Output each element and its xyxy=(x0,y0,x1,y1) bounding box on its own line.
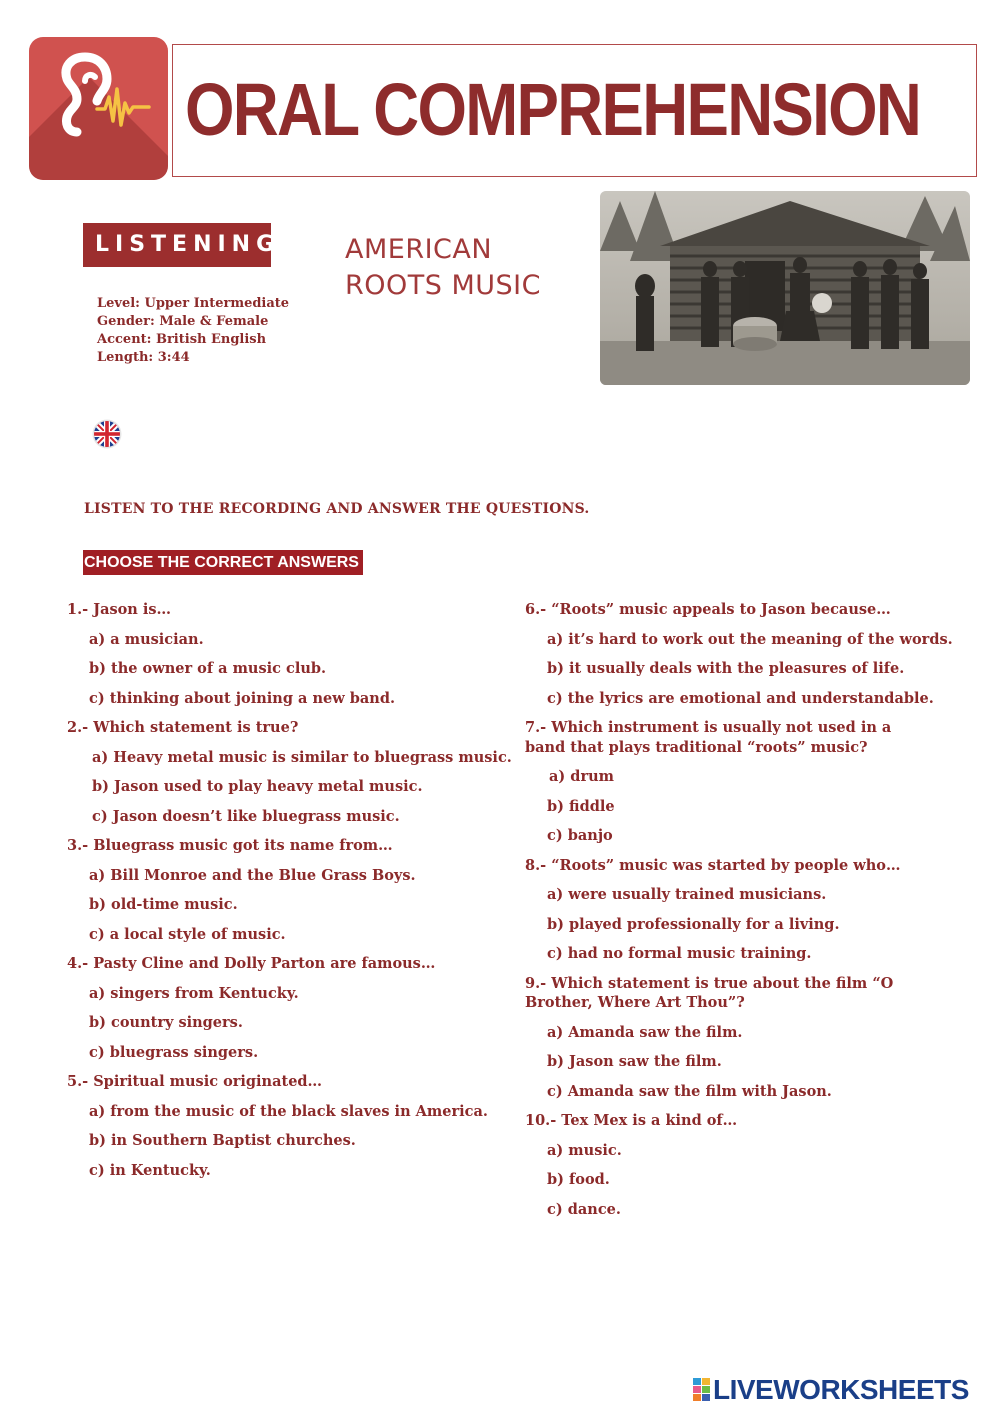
question-3 xyxy=(67,836,497,944)
question-4 xyxy=(67,954,497,1062)
instruction-text: LISTEN TO THE RECORDING AND ANSWER THE QUESTIONS. xyxy=(84,501,590,517)
question-text: 8.- “Roots” music was started by people who… xyxy=(525,856,901,874)
question-text: 1.- Jason is… xyxy=(67,601,172,618)
option-b[interactable]: b) food. xyxy=(547,1171,610,1188)
option-b[interactable]: b) in Southern Baptist churches. xyxy=(89,1132,356,1149)
option-c[interactable]: c) Amanda saw the film with Jason. xyxy=(547,1082,832,1100)
uk-flag-icon xyxy=(92,419,122,449)
option-a[interactable]: a) Heavy metal music is similar to bluegrass music. xyxy=(92,748,512,766)
question-text: 6.- “Roots” music appeals to Jason because… xyxy=(525,601,891,618)
option-a[interactable]: a) singers from Kentucky. xyxy=(89,984,299,1002)
option-b[interactable]: b) old-time music. xyxy=(89,896,238,913)
option-b[interactable]: b) Jason saw the film. xyxy=(547,1053,722,1070)
option-a[interactable]: a) Amanda saw the film. xyxy=(547,1023,743,1041)
option-a[interactable]: a) from the music of the black slaves in America. xyxy=(89,1102,488,1120)
option-b[interactable]: b) fiddle xyxy=(547,797,615,815)
option-a[interactable]: a) it’s hard to work out the meaning of the words. xyxy=(547,630,953,648)
question-text: 9.- Which statement is true about the film “O Brother, Where Art Thou”? xyxy=(525,974,894,1011)
question-7 xyxy=(525,718,945,846)
option-b[interactable]: b) country singers. xyxy=(89,1014,243,1031)
topic-line-2: ROOTS MUSIC xyxy=(345,270,541,301)
section-title: CHOOSE THE CORRECT ANSWERS xyxy=(83,550,363,575)
option-a[interactable]: a) a musician. xyxy=(89,630,204,648)
ear-soundwave-icon xyxy=(29,37,168,180)
meta-accent: Accent: British English xyxy=(97,332,267,347)
listening-badge: LISTENING xyxy=(83,223,271,267)
page-title: ORAL COMPREHENSION xyxy=(185,68,921,151)
option-b[interactable]: b) the owner of a music club. xyxy=(89,660,327,677)
option-c[interactable]: c) thinking about joining a new band. xyxy=(89,689,396,707)
meta-gender: Gender: Male & Female xyxy=(97,314,269,329)
meta-length: Length: 3:44 xyxy=(97,350,190,365)
option-c[interactable]: c) in Kentucky. xyxy=(89,1161,211,1179)
option-c[interactable]: c) dance. xyxy=(547,1200,621,1218)
questions-right-column xyxy=(525,600,953,1229)
question-10 xyxy=(525,1111,945,1219)
liveworksheets-logo-icon xyxy=(693,1378,711,1402)
option-c[interactable]: c) bluegrass singers. xyxy=(89,1043,259,1061)
option-c[interactable]: c) the lyrics are emotional and understandable. xyxy=(547,689,934,707)
option-a[interactable]: a) music. xyxy=(547,1141,622,1159)
meta-level: Level: Upper Intermediate xyxy=(97,296,290,311)
question-5 xyxy=(67,1072,497,1180)
option-a[interactable]: a) Bill Monroe and the Blue Grass Boys. xyxy=(89,866,416,884)
option-b[interactable]: b) played professionally for a living. xyxy=(547,915,840,933)
question-2 xyxy=(67,718,512,826)
question-text: 3.- Bluegrass music got its name from… xyxy=(67,837,393,854)
question-text: 5.- Spiritual music originated… xyxy=(67,1073,323,1090)
band-photo xyxy=(600,191,970,385)
title-box xyxy=(172,44,977,177)
option-c[interactable]: c) a local style of music. xyxy=(89,925,286,943)
option-a[interactable]: a) were usually trained musicians. xyxy=(547,886,827,903)
option-b[interactable]: b) it usually deals with the pleasures of life. xyxy=(547,660,905,677)
option-b[interactable]: b) Jason used to play heavy metal music. xyxy=(92,778,423,795)
question-6 xyxy=(525,600,953,708)
question-9 xyxy=(525,974,945,1102)
option-c[interactable]: c) had no formal music training. xyxy=(547,945,812,962)
listening-meta xyxy=(97,295,289,367)
topic-title xyxy=(345,232,541,304)
option-c[interactable]: c) banjo xyxy=(547,827,613,844)
question-8 xyxy=(525,856,945,964)
option-c[interactable]: c) Jason doesn’t like bluegrass music. xyxy=(92,807,400,825)
question-1 xyxy=(67,600,497,708)
liveworksheets-brand: LIVEWORKSHEETS xyxy=(713,1374,969,1405)
question-text: 2.- Which statement is true? xyxy=(67,719,299,736)
question-text: 4.- Pasty Cline and Dolly Parton are famous… xyxy=(67,955,436,972)
topic-line-1: AMERICAN xyxy=(345,234,493,265)
question-text: 7.- Which instrument is usually not used in a band that plays traditional “roots” music? xyxy=(525,719,892,756)
question-text: 10.- Tex Mex is a kind of… xyxy=(525,1112,738,1129)
option-a[interactable]: a) drum xyxy=(549,768,614,785)
questions-left-column xyxy=(67,600,512,1190)
